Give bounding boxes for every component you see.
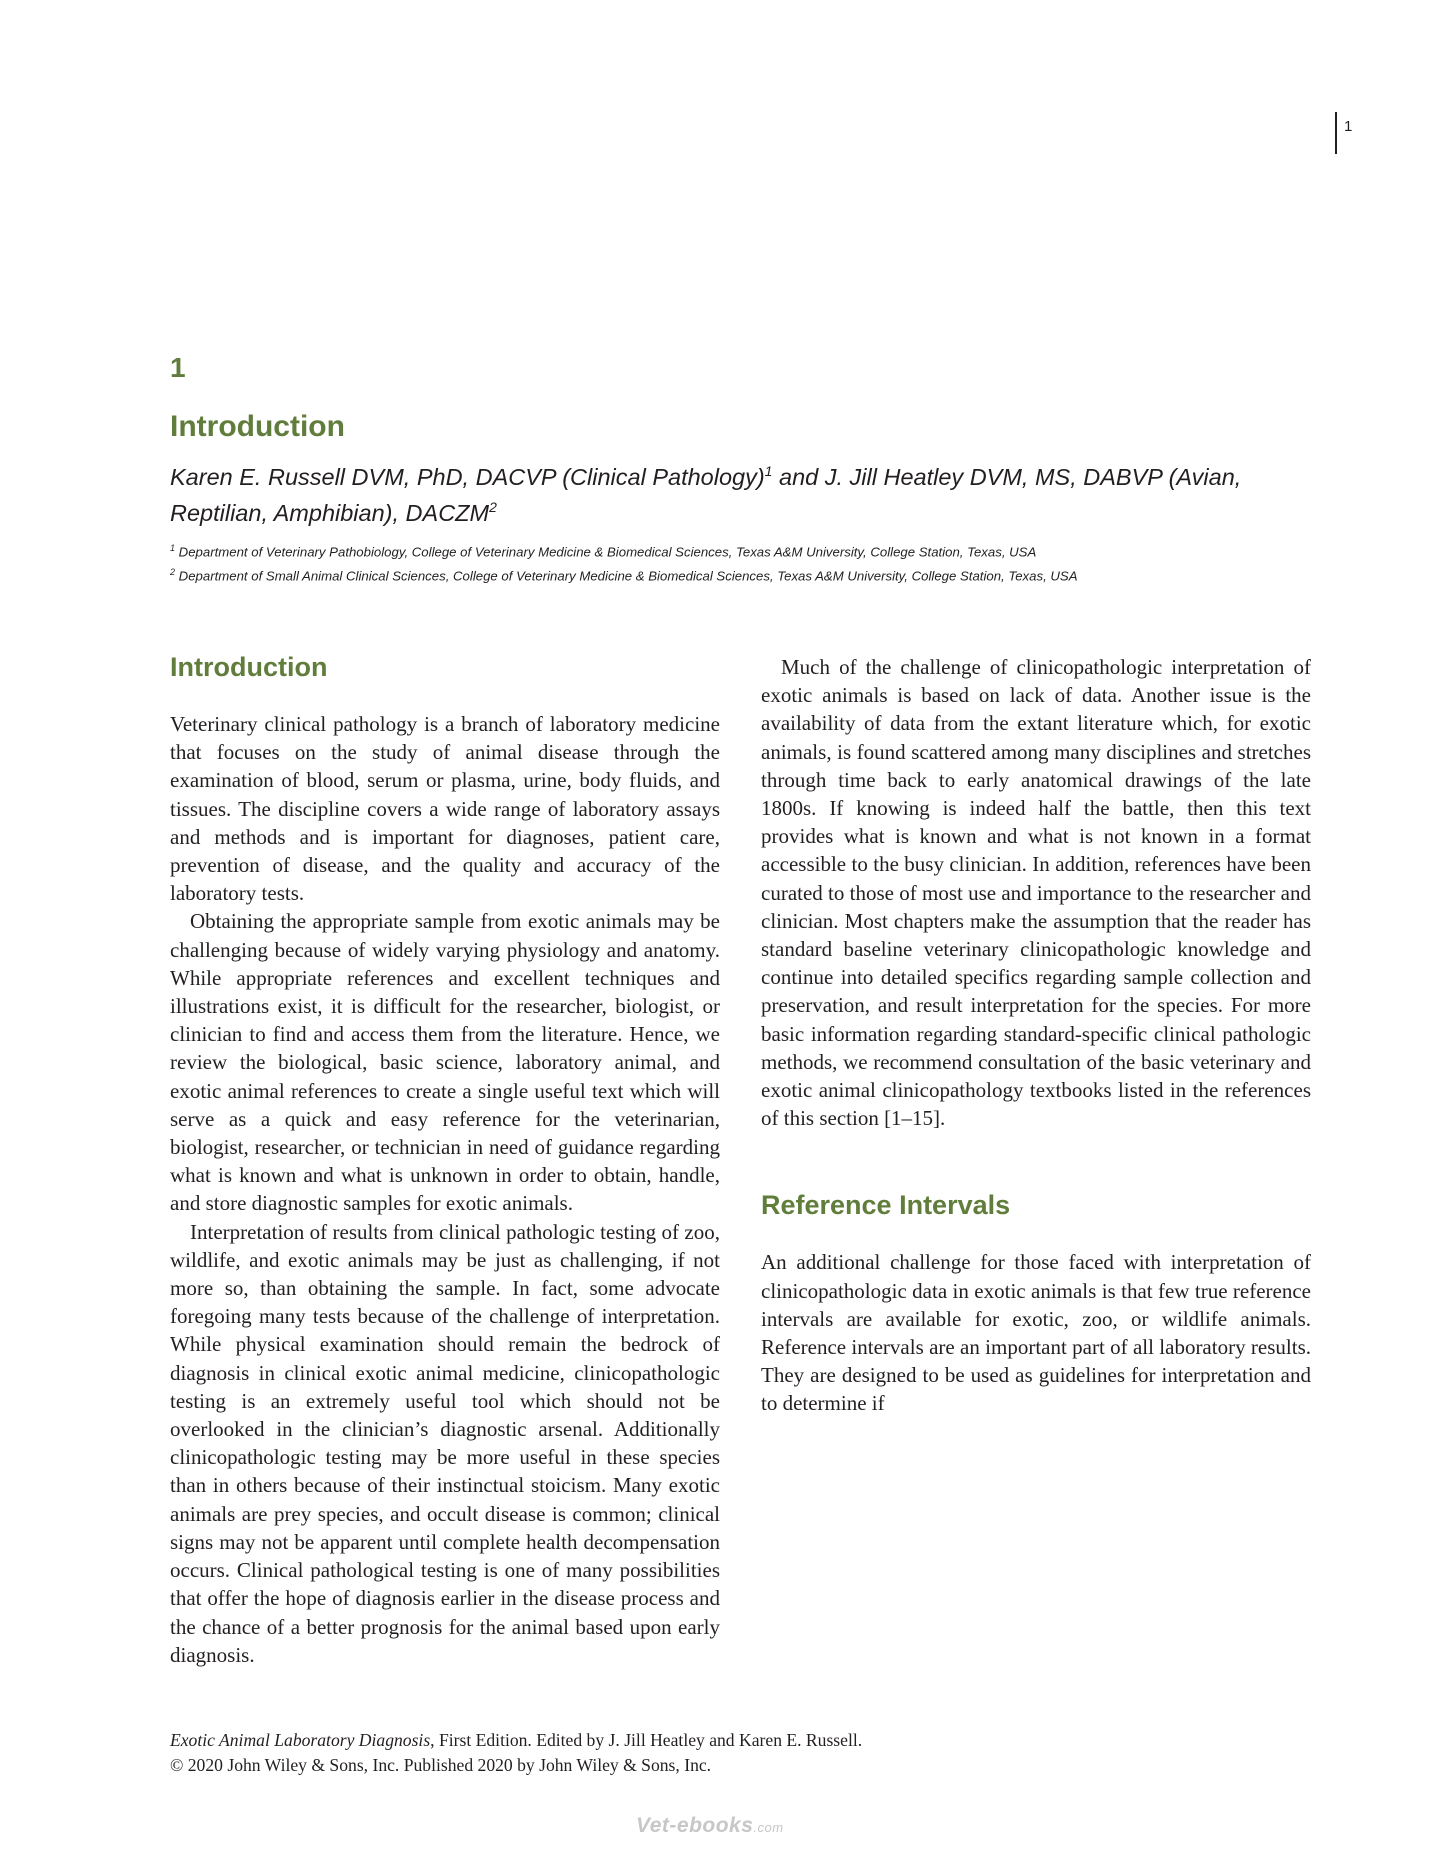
chapter-number: 1 bbox=[170, 352, 186, 383]
watermark-text: Vet-ebooks bbox=[636, 1814, 754, 1837]
body-paragraph: Obtaining the appropriate sample from exotic animals may be challenging because of widely varying physiology and anatomy. While appropriate references and excellent techniques and illustrations exist, it is difficult for the researcher, biologist, or clinician to find and access them from the literature. Hence, we review the biological, basic science, laboratory animal, and exotic animal references to create a single useful text which will serve as a quick and easy reference for the veterinarian, biologist, researcher, or technician in need of guidance regarding what is known and what is unknown in order to obtain, handle, and store diagnostic samples for exotic animals. bbox=[170, 909, 720, 1216]
author-1-affiliation-mark: 1 bbox=[764, 463, 773, 479]
copyright-footer bbox=[170, 1728, 862, 1778]
book-title: Exotic Animal Laboratory Diagnosis bbox=[170, 1730, 431, 1750]
left-column bbox=[170, 650, 720, 1669]
chapter-title: Introduction bbox=[170, 410, 345, 443]
affiliations bbox=[170, 538, 1320, 587]
page-number: 1 bbox=[1344, 118, 1353, 135]
affiliation-1-text: Department of Veterinary Pathobiology, College of Veterinary Medicine & Biomedical Sciences, Texas A&M University, College Station, Texas, USA bbox=[175, 544, 1037, 560]
watermark-logo bbox=[636, 1814, 784, 1838]
affiliation-2 bbox=[170, 562, 1320, 586]
edition-text: , First Edition. Edited by J. Jill Heatley and Karen E. Russell. bbox=[430, 1730, 863, 1750]
section-heading-introduction: Introduction bbox=[170, 652, 328, 682]
body-paragraph: Much of the challenge of clinicopathologic interpretation of exotic animals is based on lack of data. Another issue is the availability of data from the extant literature which, for exotic animals, is found scattered among many disciplines and stretches through time back to early anatomical drawings of the late 1800s. If knowing is indeed half the battle, then this text provides what is known and what is not known in a format accessible to the busy clinician. In addition, references have been curated to those of most use and importance to the researcher and clinician. Most chapters make the assumption that the reader has standard baseline veterinary clinicopathologic knowledge and continue into detailed specifics regarding sample collection and preservation, and result interpretation for the species. For more basic information regarding standard-specific clinical pathologic methods, we recommend consultation of the basic veterinary and exotic animal clinicopathology textbooks listed in the references of this section [1–15]. bbox=[761, 655, 1311, 1131]
affiliation-1 bbox=[170, 538, 1320, 562]
body-paragraph: Veterinary clinical pathology is a branch of laboratory medicine that focuses on the study of animal disease through the examination of blood, serum or plasma, urine, body fluids, and tissues. The discipline covers a wide range of laboratory assays and methods and is important for diagnoses, patient care, prevention of disease, and the quality and accuracy of the laboratory tests. bbox=[170, 712, 720, 906]
footer-edition-line bbox=[170, 1728, 862, 1753]
page-number-rule bbox=[1335, 112, 1337, 154]
affiliation-2-mark: 2 bbox=[170, 567, 176, 578]
affiliation-2-text: Department of Small Animal Clinical Sciences, College of Veterinary Medicine & Biomedical Sciences, Texas A&M University, College Station, Texas, USA bbox=[175, 568, 1078, 584]
author-1: Karen E. Russell DVM, PhD, DACVP (Clinical Pathology) bbox=[170, 463, 765, 490]
body-paragraph: An additional challenge for those faced with interpretation of clinicopathologic data in exotic animals is that few true reference intervals are available for exotic, zoo, or wildlife animals. Reference intervals are an important part of all laboratory results. They are designed to be used as guidelines for interpretation and to determine if bbox=[761, 1250, 1311, 1416]
section-heading-reference-intervals: Reference Intervals bbox=[761, 1190, 1011, 1221]
watermark-suffix: .com bbox=[753, 1820, 784, 1835]
right-column bbox=[761, 653, 1311, 1418]
chapter-authors bbox=[170, 456, 1290, 528]
body-paragraph: Interpretation of results from clinical pathologic testing of zoo, wildlife, and exotic animals may be just as challenging, if not more so, than obtaining the sample. In fact, some advocate foregoing many tests because of the challenge of interpretation. While physical examination should remain the bedrock of diagnosis in clinical exotic animal medicine, clinicopathologic testing is an extremely useful tool which should not be overlooked in the clinician’s diagnostic arsenal. Additionally clinicopathologic testing may be more useful in these species than in others because of their instinctual stoicism. Many exotic animals are prey species, and occult disease is common; clinical signs may not be apparent until complete health decompensation occurs. Clinical pathological testing is one of many possibilities that offer the hope of diagnosis earlier in the disease process and the chance of a better prognosis for the animal based upon early diagnosis. bbox=[170, 1219, 720, 1667]
author-2-affiliation-mark: 2 bbox=[489, 498, 497, 515]
copyright-line: © 2020 John Wiley & Sons, Inc. Published 2020 by John Wiley & Sons, Inc. bbox=[170, 1755, 712, 1775]
affiliation-1-mark: 1 bbox=[170, 543, 176, 553]
author-2: and J. Jill Heatley DVM, MS, DABVP (Avian, Reptilian, Amphibian), DACZM bbox=[170, 463, 1242, 526]
